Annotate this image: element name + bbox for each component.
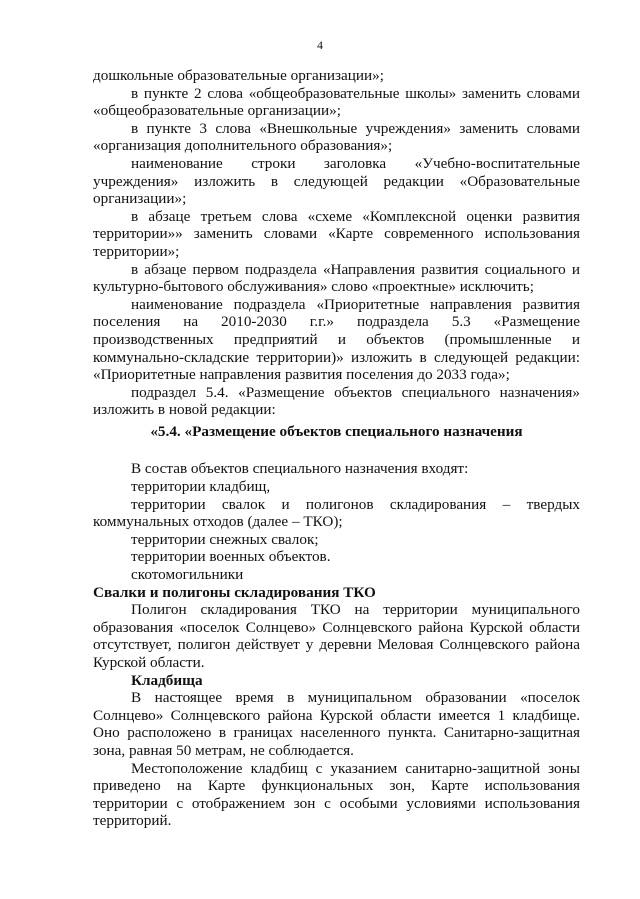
cemeteries-heading: Кладбища (131, 671, 203, 689)
spacer (93, 440, 580, 457)
paragraph-2: в пункте 2 слова «общеобразовательные школы» заменить словами «общеобразовательные организации»; (93, 84, 580, 120)
special-objects-item-1: территории кладбищ, (131, 478, 271, 496)
landfill-heading: Свалки и полигоны складирования ТКО (93, 583, 376, 601)
page-number: 4 (317, 38, 323, 52)
paragraph-7: наименование подраздела «Приоритетные направления развития поселения на 2010-2030 г.г.» подраздела 5.3 «Размещение производственных предприятий и объектов (промышленные и коммунально-складские территории)» изложить в следующей редакции: «Приоритетные направления развития поселения до 2033 года»; (93, 295, 580, 384)
document-body (93, 67, 580, 830)
paragraph-5: в абзаце третьем слова «схеме «Комплексной оценки развития территории»» заменить словами «Карте современного использования территории»; (93, 207, 580, 260)
special-objects-intro: В состав объектов специального назначения входят: (131, 460, 469, 478)
section-heading: «5.4. «Размещение объектов специального назначения (150, 422, 523, 440)
paragraph-8: подраздел 5.4. «Размещение объектов специального назначения» изложить в новой редакции: (93, 383, 580, 419)
paragraph-3: в пункте 3 слова «Внешкольные учреждения» заменить словами «организация дополнительного образования»; (93, 119, 580, 155)
special-objects-item-5: скотомогильники (131, 566, 244, 584)
special-objects-item-4: территории военных объектов. (131, 548, 331, 566)
paragraph-1: дошкольные образовательные организации»; (93, 67, 384, 84)
landfill-text: Полигон складирования ТКО на территории муниципального образования «поселок Солнцево» Солнцевского района Курской области отсутствует, полигон действует у деревни Меловая Солнцевского района Курской области. (93, 601, 580, 671)
paragraph-4: наименование строки заголовка «Учебно-воспитательные учреждения» изложить в следующей редакции «Образовательные организации»; (93, 154, 580, 208)
cemeteries-paragraph-1: В настоящее время в муниципальном образовании «поселок Солнцево» Солнцевского района Курской области имеется 1 кладбище. Оно расположено в границах населенного пункта. Санитарно-защитная зона, равная 50 метрам, не соблюдается. (93, 689, 580, 759)
paragraph-6: в абзаце первом подраздела «Направления развития социального и культурно-бытового обслуживания» слово «проектные» исключить; (93, 260, 580, 296)
special-objects-item-2: территории свалок и полигонов складирования – твердых коммунальных отходов (далее – ТКО); (93, 495, 580, 531)
special-objects-item-3: территории снежных свалок; (131, 530, 319, 548)
cemeteries-paragraph-2: Местоположение кладбищ с указанием санитарно-защитной зоны приведено на Карте функциональных зон, Карте использования территории с отображением зон с особыми условиями использования территорий. (93, 759, 580, 830)
